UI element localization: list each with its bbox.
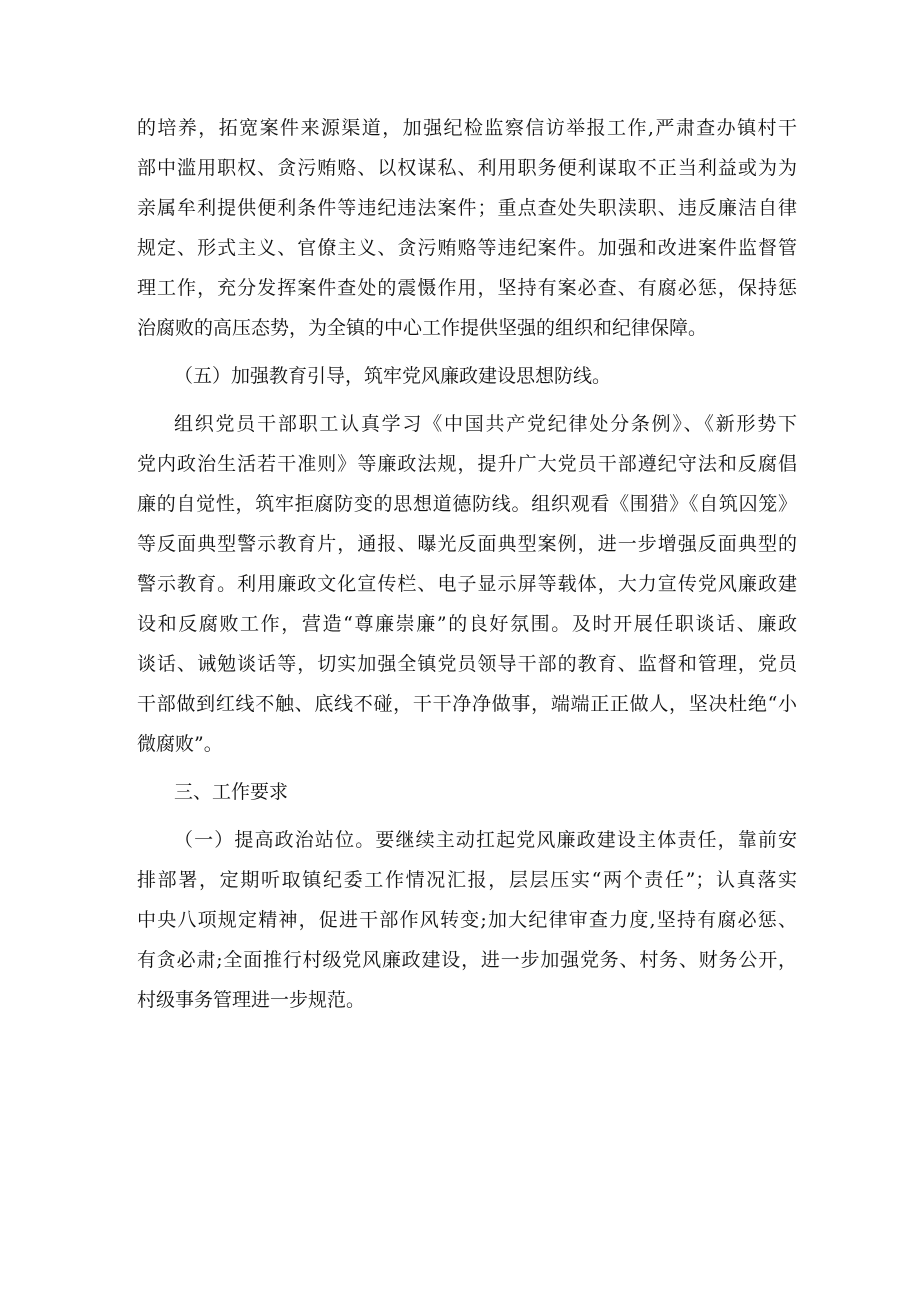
- text-line: 设和反腐败工作，营造“尊廉崇廉”的良好氛围。及时开展任职谈话、廉政: [137, 613, 797, 635]
- text-line: 村级事务管理进一步规范。: [137, 989, 366, 1011]
- text-line: 理工作，充分发挥案件查处的震慑作用，坚持有案必查、有腐必惩，保持惩: [137, 277, 797, 299]
- paragraph-case-handling: [137, 108, 797, 348]
- heading-line: 三、工作要求: [174, 781, 289, 803]
- text-line: 微腐败”。: [137, 733, 223, 755]
- paragraph-education: [137, 404, 797, 764]
- text-line: 中央八项规定精神，促进干部作风转变;加大纪律审查力度,坚持有腐必惩、: [137, 909, 797, 931]
- text-line: （一）提高政治站位。要继续主动扛起党风廉政建设主体责任，靠前安: [174, 829, 797, 851]
- text-line: 规定、形式主义、官僚主义、贪污贿赂等违纪案件。加强和改进案件监督管: [137, 237, 797, 259]
- text-line: 警示教育。利用廉政文化宣传栏、电子显示屏等载体，大力宣传党风廉政建: [137, 573, 797, 595]
- text-line: 治腐败的高压态势，为全镇的中心工作提供坚强的组织和纪律保障。: [137, 317, 708, 339]
- section-heading-requirements: [137, 772, 797, 812]
- document-body: [137, 108, 797, 1020]
- text-line: 排部署，定期听取镇纪委工作情况汇报，层层压实“两个责任”；认真落实: [137, 869, 797, 891]
- paragraph-political-stance: [137, 820, 797, 1020]
- text-line: 干部做到红线不触、底线不碰，干干净净做事，端端正正做人，坚决杜绝“小: [137, 693, 797, 715]
- text-line: 党内政治生活若干准则》等廉政法规，提升广大党员干部遵纪守法和反腐倡: [137, 453, 797, 475]
- text-line: 组织党员干部职工认真学习《中国共产党纪律处分条例》、《新形势下: [174, 413, 797, 435]
- text-line: 谈话、诫勉谈话等，切实加强全镇党员领导干部的教育、监督和管理，党员: [137, 653, 797, 675]
- text-line: 廉的自觉性，筑牢拒腐防变的思想道德防线。组织观看《围猎》《自筑囚笼》: [137, 493, 797, 515]
- text-line: 亲属牟利提供便利条件等违纪违法案件；重点查处失职渎职、违反廉洁自律: [137, 197, 797, 219]
- text-line: 的培养，拓宽案件来源渠道，加强纪检监察信访举报工作,严肃查办镇村干: [137, 117, 797, 139]
- text-line: 等反面典型警示教育片，通报、曝光反面典型案例，进一步增强反面典型的: [137, 533, 797, 555]
- section-heading-five: [137, 356, 797, 396]
- text-line: 有贪必肃;全面推行村级党风廉政建设，进一步加强党务、村务、财务公开，: [137, 949, 797, 971]
- heading-line: （五）加强教育引导，筑牢党风廉政建设思想防线。: [174, 365, 612, 387]
- text-line: 部中滥用职权、贪污贿赂、以权谋私、利用职务便利谋取不正当利益或为为: [137, 157, 797, 179]
